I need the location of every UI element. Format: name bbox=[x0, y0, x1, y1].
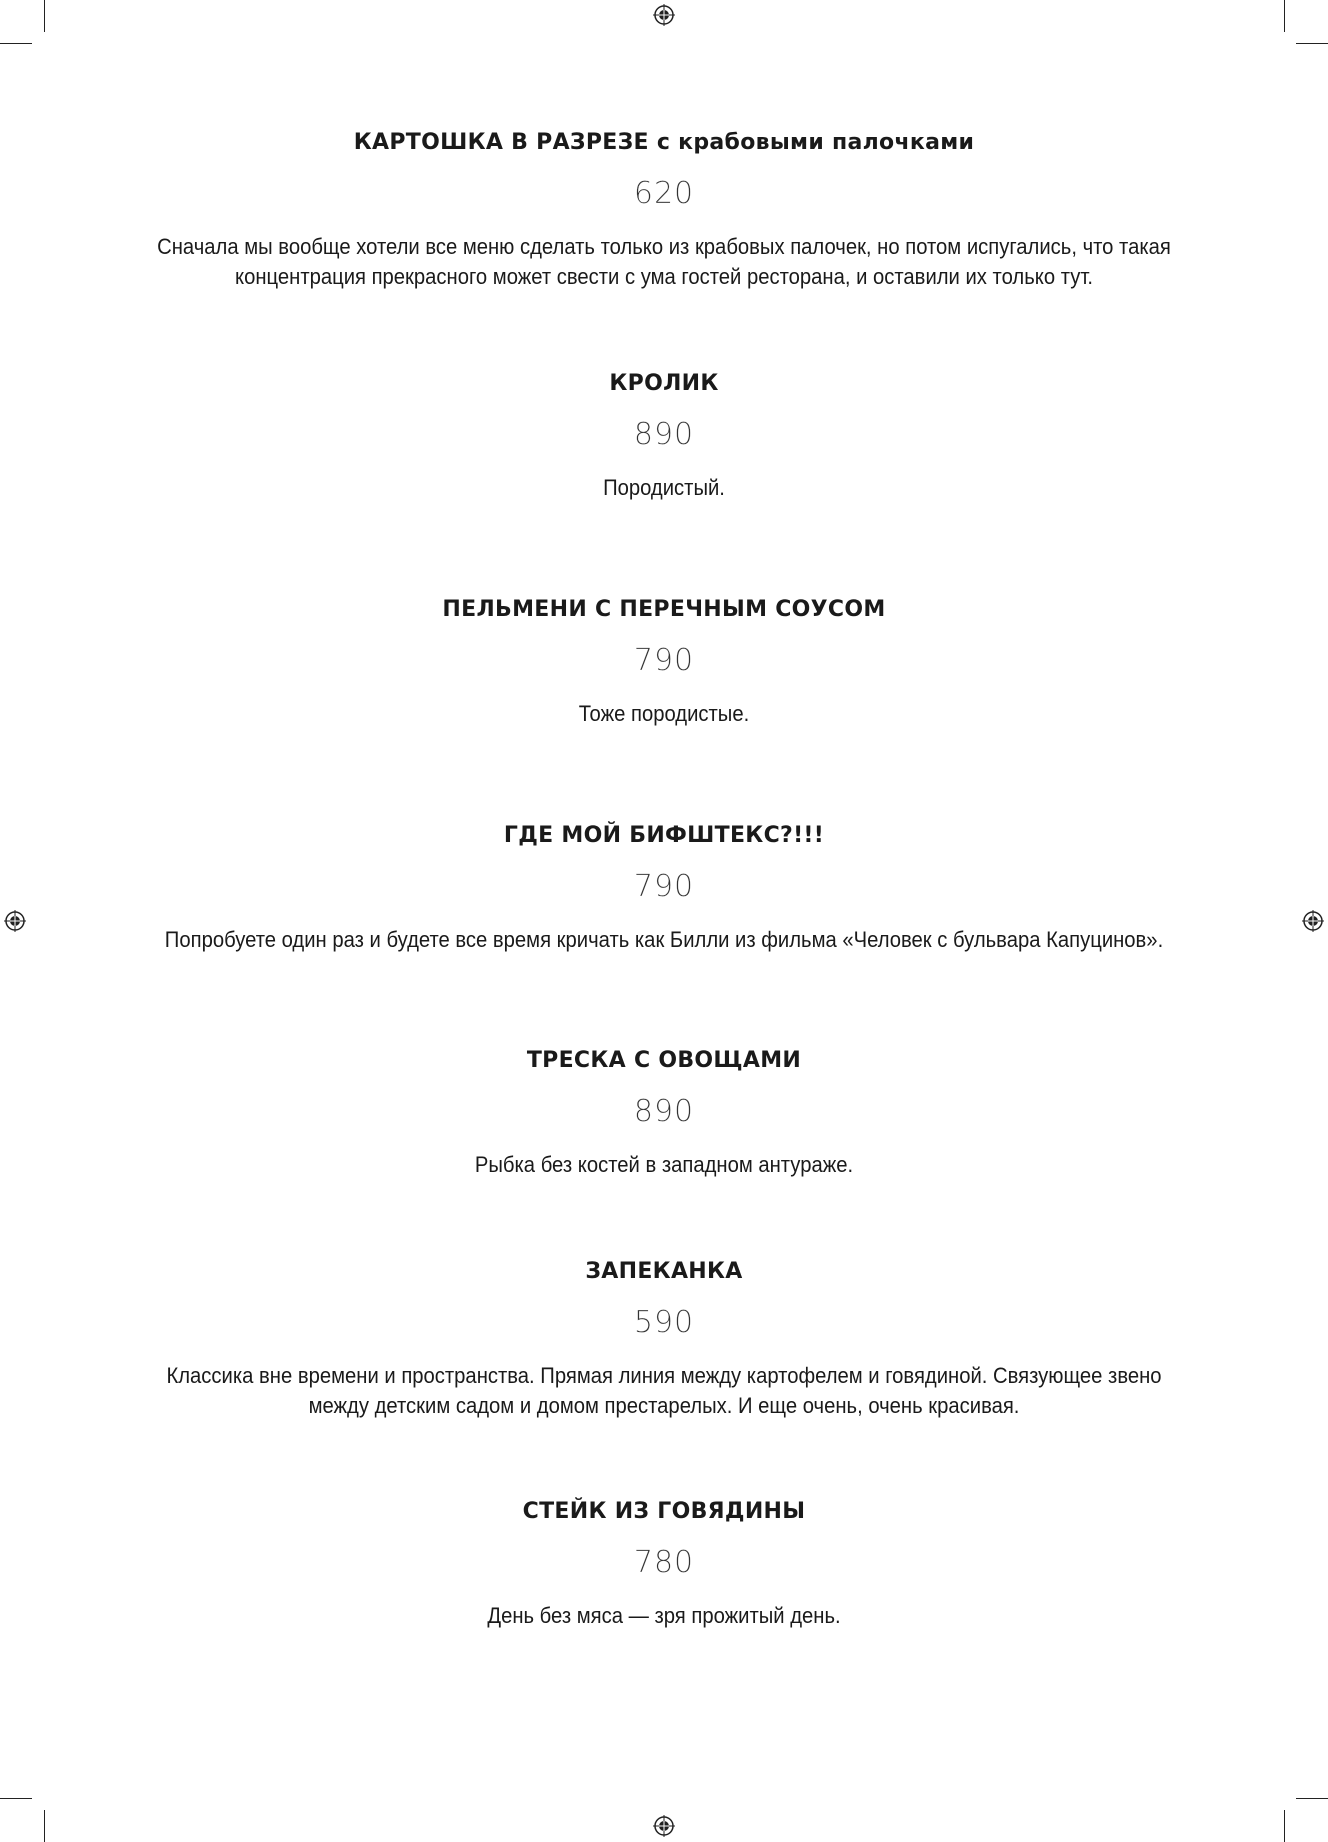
crop-mark-top-right-vertical bbox=[1284, 0, 1285, 32]
menu-item-title: ПЕЛЬМЕНИ С ПЕРЕЧНЫМ СОУСОМ bbox=[442, 597, 886, 622]
menu-item-description: Попробуете один раз и будете все время кричать как Билли из фильма «Человек с бульвара Капуцинов». bbox=[164, 927, 1164, 952]
menu-item-dumplings bbox=[100, 595, 1228, 729]
menu-item-price: 890 bbox=[633, 1094, 695, 1129]
crop-mark-bottom-right-vertical bbox=[1284, 1810, 1285, 1842]
menu-item-rabbit bbox=[100, 369, 1228, 503]
menu-item-beef-steak bbox=[100, 1497, 1228, 1631]
menu-item-potato-crab bbox=[100, 128, 1228, 292]
menu-item-casserole bbox=[100, 1257, 1228, 1421]
menu-item-title: ТРЕСКА С ОВОЩАМИ bbox=[526, 1048, 802, 1073]
registration-mark-left bbox=[4, 910, 26, 932]
crop-mark-top-left-vertical bbox=[44, 0, 45, 32]
registration-mark-bottom bbox=[653, 1815, 675, 1837]
crop-mark-bottom-right-horizontal bbox=[1296, 1798, 1328, 1799]
crop-mark-top-right-horizontal bbox=[1296, 43, 1328, 44]
menu-item-description: День без мяса — зря прожитый день. bbox=[487, 1603, 841, 1628]
menu-item-price: 590 bbox=[633, 1305, 695, 1340]
menu-item-title: ЗАПЕКАНКА bbox=[585, 1259, 743, 1284]
menu-item-price: 790 bbox=[633, 869, 695, 904]
menu-item-price: 890 bbox=[633, 417, 695, 452]
menu-item-title: КРОЛИК bbox=[609, 371, 719, 396]
registration-mark-top bbox=[653, 4, 675, 26]
menu-item-beefsteak bbox=[100, 821, 1228, 955]
menu-item-price: 620 bbox=[633, 176, 695, 211]
registration-mark-right bbox=[1302, 910, 1324, 932]
menu-item-description: Тоже породистые. bbox=[578, 701, 750, 726]
menu-item-description: Рыбка без костей в западном антураже. bbox=[474, 1152, 854, 1177]
menu-item-price: 780 bbox=[633, 1545, 695, 1580]
crop-mark-bottom-left-vertical bbox=[44, 1810, 45, 1842]
menu-item-description: Сначала мы вообще хотели все меню сделать только из крабовых палочек, но потом испугались, что такая концентрация прекрасного может свести с ума гостей ресторана, и оставили их только тут. bbox=[157, 234, 1171, 289]
menu-item-title: КАРТОШКА В РАЗРЕЗЕ с крабовыми палочками bbox=[353, 130, 975, 155]
menu-item-title: СТЕЙК ИЗ ГОВЯДИНЫ bbox=[522, 1499, 806, 1524]
menu-item-cod bbox=[100, 1046, 1228, 1180]
menu-item-description: Породистый. bbox=[603, 475, 725, 500]
crop-mark-bottom-left-horizontal bbox=[0, 1798, 32, 1799]
menu-item-description: Классика вне времени и пространства. Прямая линия между картофелем и говядиной. Связующее звено между детским садом и домом престарелых. И еще очень, очень красивая. bbox=[166, 1363, 1162, 1418]
crop-mark-top-left-horizontal bbox=[0, 43, 32, 44]
menu-item-price: 790 bbox=[633, 643, 695, 678]
menu-item-title: ГДЕ МОЙ БИФШТЕКС?!!! bbox=[503, 823, 825, 848]
